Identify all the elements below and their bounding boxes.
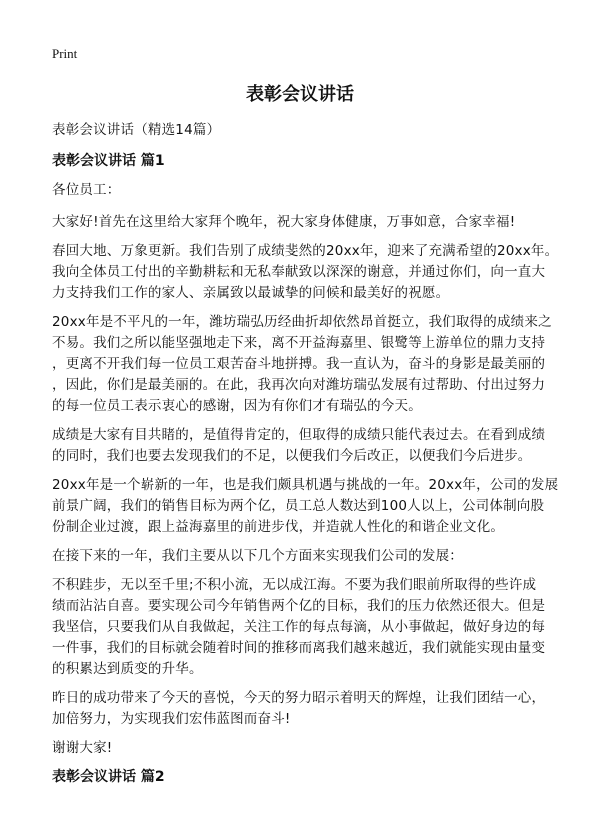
paragraph xyxy=(52,312,592,417)
paragraph xyxy=(52,688,592,730)
paragraph-line: 的积累达到质变的升华。 xyxy=(52,661,203,677)
paragraph-line: 谢谢大家! xyxy=(52,740,113,756)
paragraph-line: 昨日的成功带来了今天的喜悦，今天的努力昭示着明天的辉煌，让我们团结一心， xyxy=(52,690,546,706)
paragraph-line: 不易。我们之所以能坚强地走下来，离不开益海嘉里、银鹭等上游单位的鼎力支持 xyxy=(52,335,546,351)
paragraph xyxy=(52,475,592,538)
paragraph-line: 20xx年是不平凡的一年，潍坊瑞弘历经曲折却依然昂首挺立，我们取得的成绩来之 xyxy=(52,314,552,330)
paragraph-line: 份制企业过渡，跟上益海嘉里的前进步伐，并造就人性化的和谐企业文化。 xyxy=(52,519,505,535)
paragraph-line: 前景广阔，我们的销售目标为两个亿，员工总人数达到100人以上，公司体制向股 xyxy=(52,498,545,514)
paragraph-line: 大家好!首先在这里给大家拜个晚年，祝大家身体健康，万事如意，合家幸福! xyxy=(52,214,516,230)
paragraph-line: ，更离不开我们每一位员工艰苦奋斗地拼搏。我一直认为，奋斗的身影是最美丽的 xyxy=(52,356,546,372)
paragraph xyxy=(52,241,592,304)
paragraph xyxy=(52,575,592,680)
paragraph-line: 的每一位员工表示衷心的感谢，因为有你们才有瑞弘的今天。 xyxy=(52,398,422,414)
paragraph-line: 成绩是大家有目共睹的，是值得肯定的，但取得的成绩只能代表过去。在看到成绩 xyxy=(52,427,546,443)
document-body xyxy=(52,212,592,788)
paragraph-line: 加倍努力，为实现我们宏伟蓝图而奋斗! xyxy=(52,711,291,727)
paragraph-line: 在接下来的一年，我们主要从以下几个方面来实现我们公司的发展： xyxy=(52,548,463,564)
paragraph xyxy=(52,425,592,467)
paragraph-line: 20xx年是一个崭新的一年，也是我们颇具机遇与挑战的一年。20xx年，公司的发展 xyxy=(52,477,559,493)
paragraph-line: 一件事，我们的目标就会随着时间的推移而离我们越来越近，我们就能实现由量变 xyxy=(52,640,546,656)
paragraph-line: 的同时，我们也要去发现我们的不足，以便我们今后改正，以便我们今后进步。 xyxy=(52,448,532,464)
greeting: 各位员工： xyxy=(52,182,121,198)
paragraph-line: 绩而沾沾自喜。要实现公司今年销售两个亿的目标，我们的压力依然还很大。但是 xyxy=(52,598,546,614)
print-link[interactable]: Print xyxy=(52,46,78,61)
paragraph-line: 不积跬步，无以至千里;不积小流，无以成江海。不要为我们眼前所取得的些许成 xyxy=(52,577,537,593)
page-title: 表彰会议讲话 xyxy=(246,84,354,105)
paragraph-line: 我向全体员工付出的辛勤耕耘和无私奉献致以深深的谢意，并通过你们，向一直大 xyxy=(52,264,546,280)
section-heading-2: 表彰会议讲话 篇2 xyxy=(52,769,165,785)
subtitle: 表彰会议讲话（精选14篇） xyxy=(52,122,221,138)
paragraph xyxy=(52,738,592,759)
paragraph xyxy=(52,212,592,233)
paragraph-line: 力支持我们工作的家人、亲属致以最诚挚的问候和最美好的祝愿。 xyxy=(52,285,450,301)
paragraph-line: ，因此，你们是最美丽的。在此，我再次向对潍坊瑞弘发展有过帮助、付出过努力 xyxy=(52,377,546,393)
paragraph-line: 我坚信，只要我们从自我做起，关注工作的每点每滴，从小事做起，做好身边的每 xyxy=(52,619,546,635)
section-heading-1: 表彰会议讲话 篇1 xyxy=(52,153,165,169)
paragraph-line: 春回大地、万象更新。我们告别了成绩斐然的20xx年，迎来了充满希望的20xx年。 xyxy=(52,243,559,259)
paragraph xyxy=(52,546,592,567)
